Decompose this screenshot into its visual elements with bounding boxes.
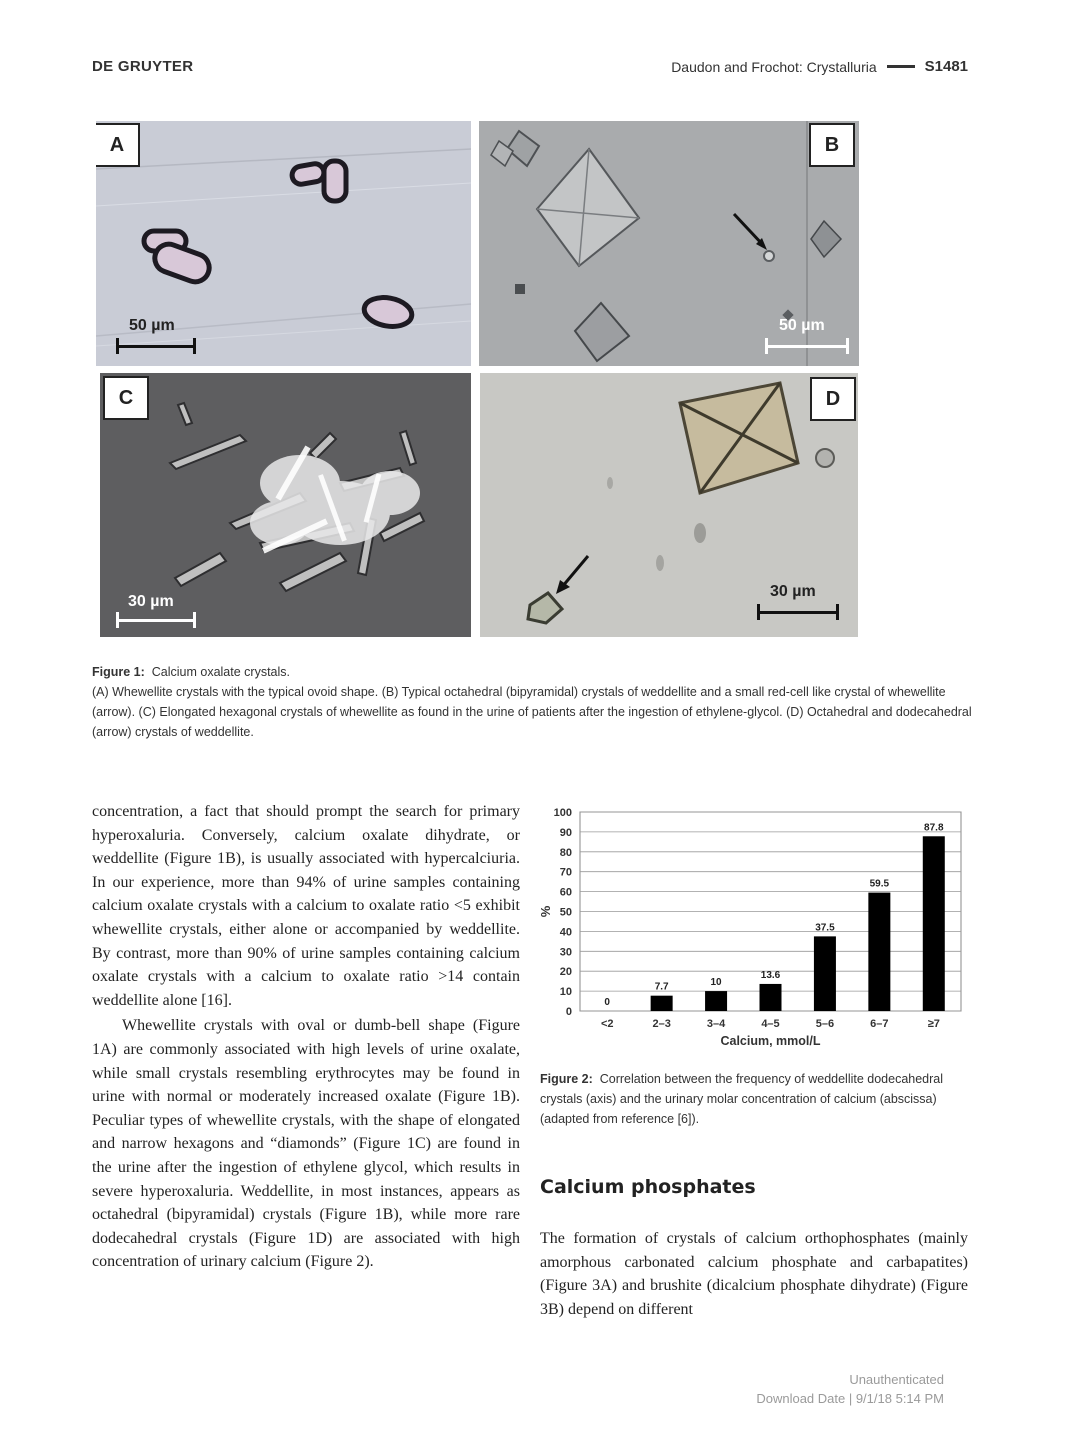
figure2-caption-text: Correlation between the frequency of weddellite dodecahedral crystals (axis) and the urinary molar concentration of calcium (abscissa) (adapted from reference [6]). — [540, 1072, 944, 1126]
figure1-panel-b — [479, 121, 859, 366]
figure1-panel-a — [96, 121, 471, 366]
figure1-caption-title: Figure 1: — [92, 665, 145, 679]
y-tick-label: 30 — [559, 946, 572, 959]
bar-value-label: 10 — [710, 977, 722, 989]
x-tick-label: 3–4 — [706, 1018, 726, 1030]
panel-label-c: C — [103, 376, 149, 420]
bar — [868, 893, 890, 1011]
y-tick-label: 10 — [559, 986, 572, 999]
x-tick-label: ≥7 — [927, 1018, 940, 1030]
scale-label-c: 30 µm — [128, 593, 174, 610]
bar-value-label: 37.5 — [815, 922, 835, 934]
y-tick-label: 0 — [565, 1006, 572, 1018]
y-tick-label: 50 — [559, 906, 572, 919]
bar — [705, 991, 727, 1011]
bar-value-label: 59.5 — [869, 878, 890, 890]
figure1-caption-heading: Calcium oxalate crystals. — [151, 665, 290, 679]
body-column-left — [92, 800, 520, 1274]
scale-label-d: 30 µm — [770, 583, 816, 600]
header-rule — [887, 65, 915, 68]
figure2-caption — [540, 1069, 968, 1129]
bar-value-label: 87.8 — [924, 822, 944, 834]
x-tick-label: 2–3 — [652, 1018, 671, 1030]
x-tick-label: 6–7 — [870, 1018, 889, 1030]
footer-line-1: Unauthenticated — [849, 1372, 944, 1387]
x-tick-label: 4–5 — [761, 1018, 780, 1030]
page-number: S1481 — [924, 58, 968, 75]
footer-watermark — [756, 1370, 944, 1408]
figure1-caption-text: (A) Whewellite crystals with the typical ovoid shape. (B) Typical octahedral (bipyramidal) crystals of weddellite and a small red-cell like crystal of whewellite (arrow). (C) Elongated hexagonal crystals of whewellite as found in the urine of patients after the ingestion of ethylene-glycol. (D) Octahedral and dodecahedral (arrow) crystals of weddellite. — [92, 685, 972, 739]
figure1-panel-c — [100, 373, 471, 637]
bar — [760, 984, 782, 1011]
running-title: Daudon and Frochot: Crystalluria — [671, 58, 877, 75]
bar — [923, 836, 945, 1011]
body-paragraph-1: concentration, a fact that should prompt the search for primary hyperoxaluria. Conversely, calcium oxalate dihydrate, or weddellite (Figure 1B), is usually associated with hypercalciuria. In our experience, more than 94% of urine samples containing calcium oxalate crystals with a calcium to oxalate ratio <5 exhibit whewellite crystals, either alone or accompanied by weddellite. By contrast, more than 90% of urine samples containing calcium oxalate crystals with a calcium to oxalate ratio >14 contain weddellite alone [16]. — [92, 803, 520, 1009]
panel-label-d: D — [810, 377, 856, 421]
x-tick-label: <2 — [600, 1018, 614, 1030]
publisher-name: DE GRUYTER — [92, 58, 194, 75]
y-axis-label: % — [538, 905, 553, 918]
section-heading: Calcium phosphates — [540, 1176, 756, 1198]
section-paragraph: The formation of crystals of calcium orthophosphates (mainly amorphous carbonated calcium phosphate and carbapatites) (Figure 3A) and brushite (dicalcium phosphate dihydrate) (Figure 3B) depend on different — [540, 1230, 968, 1318]
running-header — [671, 58, 968, 75]
figure2-caption-title: Figure 2: — [540, 1072, 593, 1086]
bar-value-label: 0 — [604, 997, 610, 1008]
footer-line-2: Download Date | 9/1/18 5:14 PM — [756, 1391, 944, 1406]
panel-label-b: B — [809, 123, 855, 167]
y-tick-label: 100 — [553, 807, 572, 819]
x-tick-label: 5–6 — [815, 1018, 835, 1030]
panel-label-a: A — [96, 123, 140, 167]
bar-value-label: 13.6 — [760, 969, 781, 981]
y-tick-label: 70 — [559, 866, 572, 879]
y-tick-label: 60 — [559, 886, 572, 899]
y-tick-label: 90 — [559, 826, 572, 839]
y-tick-label: 40 — [559, 926, 572, 939]
figure1-caption — [92, 662, 972, 742]
y-tick-label: 80 — [559, 846, 572, 859]
scale-label-b: 50 µm — [779, 317, 825, 334]
scale-label-a: 50 µm — [129, 317, 175, 334]
figure1-panel-d — [480, 373, 858, 637]
bar-value-label: 7.7 — [654, 981, 669, 993]
figure2-chart — [538, 800, 970, 1060]
y-tick-label: 20 — [559, 966, 572, 979]
body-column-right — [540, 1227, 968, 1321]
x-axis-label: Calcium, mmol/L — [720, 1034, 821, 1048]
body-paragraph-2: Whewellite crystals with oval or dumb-bell shape (Figure 1A) are commonly associated with high levels of urine oxalate, while small crystals resembling erythrocytes may be found in urine with normal or moderately increased oxalate (Figure 1B). Peculiar types of whewellite crystals, with the shape of elongated and narrow hexagons and “diamonds” (Figure 1C) are found in the urine after the ingestion of ethylene glycol, which results in severe hyperoxaluria. Weddellite, in most instances, appears as octahedral (bipyramidal) crystals (Figure 1B), while more rare dodecahedral crystals (Figure 1D) are associated with high concentration of urinary calcium (Figure 2). — [92, 1017, 520, 1271]
bar-chart-svg — [538, 800, 970, 1060]
bar — [814, 936, 836, 1011]
bar — [651, 996, 673, 1011]
